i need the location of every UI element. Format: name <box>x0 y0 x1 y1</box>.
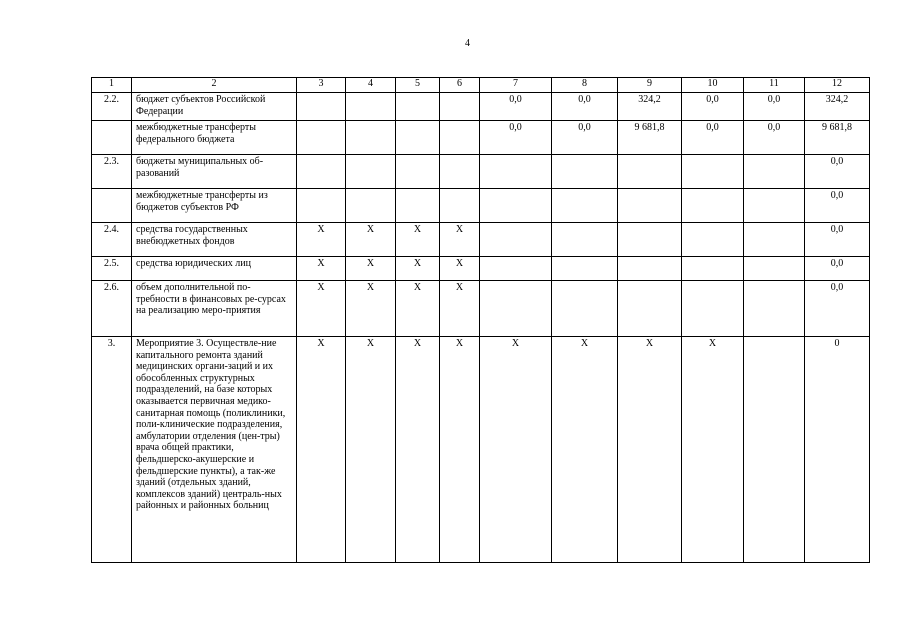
value-cell: X <box>297 223 346 257</box>
value-cell: X <box>396 257 440 281</box>
value-cell <box>396 93 440 121</box>
value-cell <box>682 223 744 257</box>
value-cell: 0,0 <box>805 189 870 223</box>
header-cell: 7 <box>480 78 552 93</box>
value-cell <box>297 189 346 223</box>
value-cell: 0,0 <box>744 121 805 155</box>
header-cell: 1 <box>92 78 132 93</box>
row-number-cell: 2.5. <box>92 257 132 281</box>
budget-table <box>91 77 870 563</box>
header-cell: 6 <box>440 78 480 93</box>
row-number-cell <box>92 121 132 155</box>
value-cell <box>682 257 744 281</box>
value-cell: X <box>346 223 396 257</box>
row-description-cell: средства юридических лиц <box>132 257 297 281</box>
value-cell <box>618 155 682 189</box>
row-number-cell <box>92 189 132 223</box>
value-cell: X <box>346 257 396 281</box>
value-cell <box>744 223 805 257</box>
value-cell: 0,0 <box>682 121 744 155</box>
value-cell <box>744 155 805 189</box>
value-cell: 0,0 <box>805 155 870 189</box>
header-cell: 3 <box>297 78 346 93</box>
value-cell <box>480 189 552 223</box>
value-cell: X <box>396 281 440 337</box>
value-cell <box>744 281 805 337</box>
value-cell: 324,2 <box>805 93 870 121</box>
value-cell <box>297 93 346 121</box>
value-cell: X <box>297 257 346 281</box>
value-cell: 324,2 <box>618 93 682 121</box>
value-cell: X <box>618 337 682 563</box>
row-description-cell: бюджеты муниципальных об-разований <box>132 155 297 189</box>
row-description-cell: объем дополнительной по-требности в финансовых ре-сурсах на реализацию меро-приятия <box>132 281 297 337</box>
value-cell <box>552 281 618 337</box>
value-cell <box>552 223 618 257</box>
value-cell: X <box>440 281 480 337</box>
row-description-cell: межбюджетные трансферты из бюджетов субъектов РФ <box>132 189 297 223</box>
value-cell: 0,0 <box>480 121 552 155</box>
row-description-cell: межбюджетные трансферты федерального бюджета <box>132 121 297 155</box>
value-cell: 0,0 <box>744 93 805 121</box>
table-row <box>92 189 870 223</box>
row-description-cell: средства государственных внебюджетных фондов <box>132 223 297 257</box>
value-cell: X <box>440 257 480 281</box>
row-number-cell: 2.2. <box>92 93 132 121</box>
value-cell: 0 <box>805 337 870 563</box>
value-cell <box>297 121 346 155</box>
value-cell <box>480 155 552 189</box>
table-row <box>92 155 870 189</box>
value-cell <box>480 281 552 337</box>
value-cell <box>480 257 552 281</box>
table-row <box>92 281 870 337</box>
value-cell <box>682 281 744 337</box>
value-cell <box>396 121 440 155</box>
value-cell <box>552 189 618 223</box>
header-cell: 4 <box>346 78 396 93</box>
value-cell <box>744 189 805 223</box>
value-cell: X <box>440 337 480 563</box>
header-cell: 8 <box>552 78 618 93</box>
table-row <box>92 223 870 257</box>
value-cell: 9 681,8 <box>618 121 682 155</box>
value-cell <box>346 93 396 121</box>
value-cell: X <box>440 223 480 257</box>
table-row <box>92 93 870 121</box>
row-number-cell: 3. <box>92 337 132 563</box>
table-row <box>92 257 870 281</box>
value-cell: X <box>346 281 396 337</box>
value-cell <box>618 281 682 337</box>
value-cell: 0,0 <box>682 93 744 121</box>
value-cell <box>346 155 396 189</box>
header-row <box>92 78 870 93</box>
header-cell: 12 <box>805 78 870 93</box>
row-description-cell: Мероприятие 3. Осуществле-ние капитального ремонта зданий медицинских органи-заций и их обособленных структурных подразделений, на базе которых оказывается первичная медико-санитарная помощь (поликлиники, поли-клинические подразделения, амбулатории отделения (цен-тры) врача общей практики, фельдшерско-акушерские и фельдшерские пункты), а так-же зданий (отдельных зданий, комплексов зданий) централь-ных районных и районных больниц <box>132 337 297 563</box>
value-cell: 0,0 <box>805 281 870 337</box>
value-cell: X <box>297 281 346 337</box>
header-cell: 5 <box>396 78 440 93</box>
table-row <box>92 121 870 155</box>
row-number-cell: 2.3. <box>92 155 132 189</box>
value-cell: 0,0 <box>552 121 618 155</box>
value-cell: X <box>552 337 618 563</box>
value-cell: 0,0 <box>805 257 870 281</box>
value-cell <box>744 337 805 563</box>
value-cell <box>552 257 618 281</box>
value-cell: X <box>297 337 346 563</box>
value-cell <box>396 189 440 223</box>
header-cell: 11 <box>744 78 805 93</box>
value-cell <box>480 223 552 257</box>
header-cell: 10 <box>682 78 744 93</box>
header-cell: 2 <box>132 78 297 93</box>
table-row <box>92 337 870 563</box>
value-cell <box>346 189 396 223</box>
row-number-cell: 2.4. <box>92 223 132 257</box>
row-number-cell: 2.6. <box>92 281 132 337</box>
value-cell: 9 681,8 <box>805 121 870 155</box>
value-cell <box>744 257 805 281</box>
value-cell <box>682 189 744 223</box>
row-description-cell: бюджет субъектов Российской Федерации <box>132 93 297 121</box>
value-cell: 0,0 <box>480 93 552 121</box>
value-cell <box>440 189 480 223</box>
value-cell <box>618 189 682 223</box>
value-cell <box>618 257 682 281</box>
value-cell <box>297 155 346 189</box>
value-cell <box>440 121 480 155</box>
value-cell <box>682 155 744 189</box>
value-cell: X <box>682 337 744 563</box>
value-cell <box>346 121 396 155</box>
value-cell <box>440 93 480 121</box>
value-cell: X <box>480 337 552 563</box>
value-cell: 0,0 <box>805 223 870 257</box>
value-cell: X <box>346 337 396 563</box>
value-cell <box>396 155 440 189</box>
value-cell <box>440 155 480 189</box>
page-number: 4 <box>465 38 470 49</box>
header-cell: 9 <box>618 78 682 93</box>
value-cell: X <box>396 223 440 257</box>
value-cell: X <box>396 337 440 563</box>
value-cell: 0,0 <box>552 93 618 121</box>
value-cell <box>618 223 682 257</box>
value-cell <box>552 155 618 189</box>
